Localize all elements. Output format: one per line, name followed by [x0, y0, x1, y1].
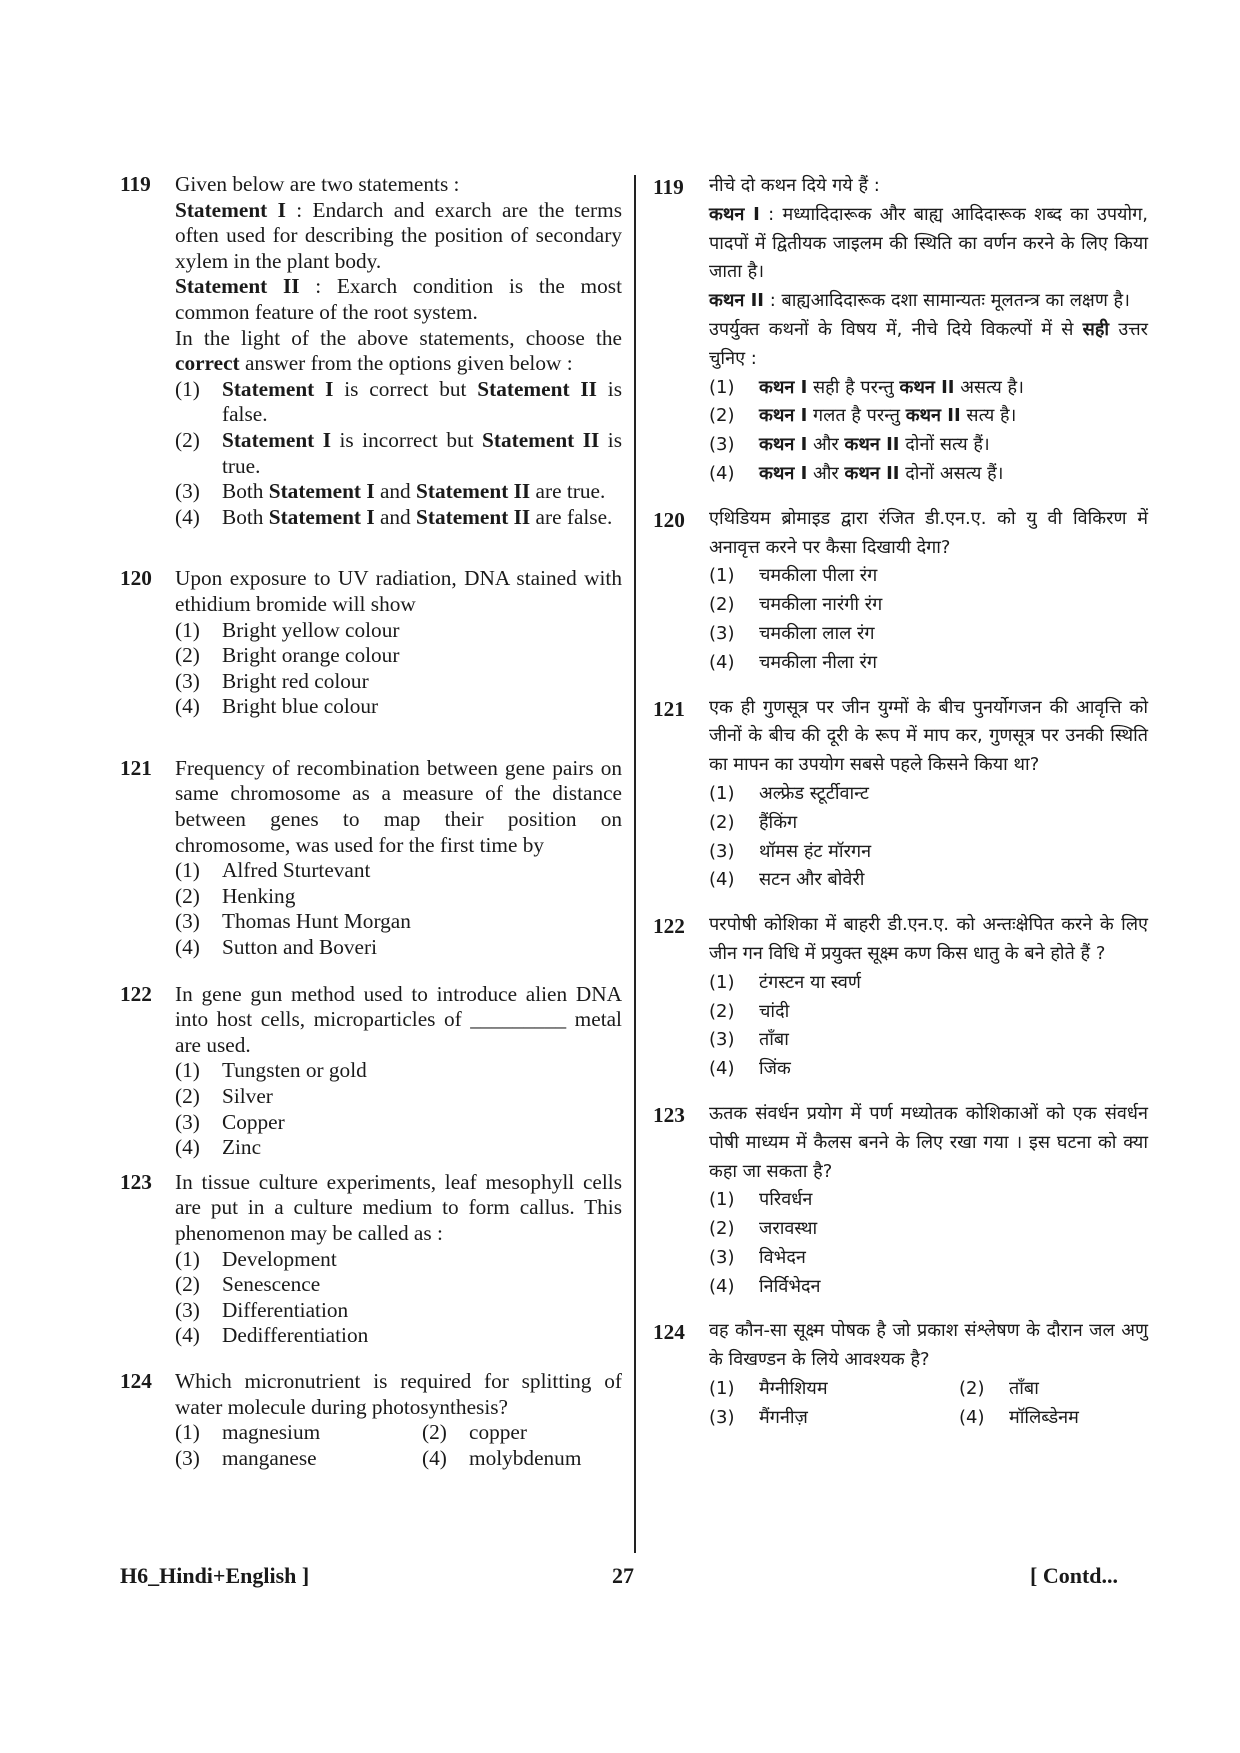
option-2[interactable]: (2) चमकीला नारंगी रंग	[709, 594, 883, 616]
question-123-hi	[653, 1100, 1148, 1302]
question-stem: ऊतक संवर्धन प्रयोग में पर्ण मध्योतक कोशिकाओं को एक संवर्धन पोषी माध्यम में कैलस बनने के लिए रखा गया । इस घटना को क्या कहा जा सकता है?	[709, 1102, 1148, 1182]
question-stem: नीचे दो कथन दिये गये हैं :	[709, 175, 880, 196]
option-4[interactable]: (4) जिंक	[709, 1058, 791, 1080]
option-1[interactable]: (1) मैग्नीशियम	[709, 1378, 828, 1400]
option-3[interactable]: (3) manganese	[175, 1445, 317, 1470]
option-2[interactable]: (2) copper	[422, 1420, 527, 1445]
instruction: उपर्युक्त कथनों के विषय में, नीचे दिये विकल्पों में से सही उत्तर चुनिए :	[709, 318, 1148, 369]
option-3[interactable]: (3) Both Statement I and Statement II are true.	[175, 479, 606, 504]
question-number: 119	[120, 172, 151, 196]
option-2[interactable]: (2) Bright orange colour	[175, 643, 400, 668]
option-3[interactable]: (3) विभेदन	[709, 1246, 806, 1268]
option-2[interactable]: (2) ताँबा	[959, 1378, 1039, 1400]
statement-1: कथन I : मध्यादिदारूक और बाह्य आदिदारूक शब्द का उपयोग, पादपों में द्वितीयक जाइलम की स्थिति का वर्णन करने के लिए किया जाता है।	[709, 203, 1149, 283]
option-3[interactable]: (3) मैंगनीज़	[709, 1406, 808, 1428]
option-3[interactable]: (3) Differentiation	[175, 1297, 349, 1322]
option-4[interactable]: (4) Sutton and Boveri	[175, 935, 377, 960]
statement-2: Statement II : Exarch condition is the most common feature of the root system.	[175, 274, 622, 324]
option-3[interactable]: (3) थॉमस हंट मॉरगन	[709, 840, 872, 862]
question-number: 121	[120, 755, 152, 780]
option-3[interactable]: (3) कथन I और कथन II दोनों सत्य हैं।	[709, 434, 990, 456]
instruction: In the light of the above statements, choose the correct answer from the options given below :	[175, 325, 622, 376]
option-2[interactable]: (2) Senescence	[175, 1272, 321, 1297]
question-number: 123	[120, 1169, 152, 1194]
question-stem: Given below are two statements :	[175, 172, 460, 196]
question-123-en	[120, 1170, 622, 1349]
option-4[interactable]: (4) चमकीला नीला रंग	[709, 651, 878, 673]
question-stem: Which micronutrient is required for splitting of water molecule during photosynthesis?	[175, 1368, 622, 1419]
question-stem: Frequency of recombination between gene pairs on same chromosome as a measure of the distance between genes to map their position on chromosome, was used for the first time by	[175, 755, 622, 857]
option-1[interactable]: (1) परिवर्धन	[709, 1189, 813, 1211]
question-number: 120	[120, 566, 152, 591]
question-stem: परपोषी कोशिका में बाहरी डी.एन.ए. को अन्तःक्षेपित करने के लिए जीन गन विधि में प्रयुक्त सूक्ष्म कण किस धातु के बने होते हैं ?	[709, 914, 1148, 964]
option-2[interactable]: (2) जरावस्था	[709, 1218, 818, 1240]
option-4[interactable]: (4) Zinc	[175, 1135, 262, 1160]
statement-1: Statement I : Endarch and exarch are the terms often used for describing the position of secondary xylem in the plant body.	[175, 197, 622, 273]
question-number: 122	[120, 981, 152, 1006]
option-4[interactable]: (4) सटन और बोवेरी	[709, 869, 865, 891]
footer-contd: [ Contd...	[1030, 1563, 1119, 1588]
question-stem: In gene gun method used to introduce alien DNA into host cells, microparticles of _________ metal are used.	[175, 981, 622, 1057]
page-number: 27	[612, 1563, 634, 1588]
question-124-hi	[653, 1317, 1148, 1432]
option-4[interactable]: (4) molybdenum	[422, 1445, 582, 1470]
question-number: 122	[653, 914, 685, 939]
option-4[interactable]: (4) मॉलिब्डेनम	[959, 1406, 1079, 1428]
option-2[interactable]: (2) Statement I is incorrect but Statement II is true.	[175, 427, 623, 478]
option-4[interactable]: (4) कथन I और कथन II दोनों असत्य हैं।	[709, 462, 1004, 484]
question-124-en	[120, 1369, 622, 1471]
question-119-en	[120, 172, 622, 530]
option-3[interactable]: (3) Copper	[175, 1109, 285, 1134]
question-120-en	[120, 566, 622, 720]
option-1[interactable]: (1) Tungsten or gold	[175, 1058, 367, 1083]
answer-blank: _________	[470, 1007, 567, 1032]
option-4[interactable]: (4) Dedifferentiation	[175, 1323, 369, 1348]
question-number: 120	[653, 507, 685, 532]
question-121-hi	[653, 694, 1148, 896]
option-1[interactable]: (1) magnesium	[175, 1420, 321, 1445]
question-number: 124	[653, 1320, 685, 1345]
option-3[interactable]: (3) Thomas Hunt Morgan	[175, 909, 411, 934]
option-3[interactable]: (3) चमकीला लाल रंग	[709, 622, 875, 644]
option-1[interactable]: (1) चमकीला पीला रंग	[709, 565, 878, 587]
option-1[interactable]: (1) Alfred Sturtevant	[175, 858, 371, 883]
question-number: 119	[653, 175, 684, 199]
option-1[interactable]: (1) Statement I is correct but Statement II is false.	[175, 376, 623, 427]
question-number: 121	[653, 696, 685, 721]
question-120-hi	[653, 505, 1148, 678]
question-stem: In tissue culture experiments, leaf mesophyll cells are put in a culture medium to form callus. This phenomenon may be called as :	[175, 1169, 622, 1245]
question-stem: एथिडियम ब्रोमाइड द्वारा रंजित डी.एन.ए. को यु वी विकिरण में अनावृत्त करने पर कैसा दिखायी देगा?	[709, 507, 1148, 558]
question-number: 124	[120, 1368, 152, 1393]
question-122-en	[120, 982, 622, 1161]
option-2[interactable]: (2) कथन I गलत है परन्तु कथन II सत्य है।	[709, 405, 1017, 427]
option-4[interactable]: (4) Both Statement I and Statement II are false.	[175, 504, 613, 529]
question-stem: वह कौन-सा सूक्ष्म पोषक है जो प्रकाश संश्लेषण के दौरान जल अणु के विखण्डन के लिये आवश्यक है?	[709, 1320, 1148, 1371]
option-2[interactable]: (2) Henking	[175, 883, 296, 908]
statement-2: कथन II : बाह्यआदिदारूक दशा सामान्यतः मूलतन्त्र का लक्षण है।	[709, 290, 1130, 312]
option-1[interactable]: (1) Development	[175, 1246, 337, 1271]
option-1[interactable]: (1) कथन I सही है परन्तु कथन II असत्य है।	[709, 376, 1024, 398]
footer-code: H6_Hindi+English ]	[120, 1563, 310, 1588]
option-4[interactable]: (4) निर्विभेदन	[709, 1275, 821, 1297]
option-3[interactable]: (3) ताँबा	[709, 1029, 789, 1051]
question-number: 123	[653, 1102, 685, 1127]
question-121-en	[120, 756, 622, 961]
option-2[interactable]: (2) हैंकिंग	[709, 811, 798, 833]
option-2[interactable]: (2) चांदी	[709, 1000, 790, 1022]
option-4[interactable]: (4) Bright blue colour	[175, 694, 379, 719]
option-1[interactable]: (1) अल्फ्रेड स्टूर्टीवान्ट	[709, 782, 869, 804]
option-3[interactable]: (3) Bright red colour	[175, 668, 369, 693]
option-2[interactable]: (2) Silver	[175, 1084, 273, 1108]
column-divider	[634, 175, 636, 1553]
question-stem: Upon exposure to UV radiation, DNA stained with ethidium bromide will show	[175, 566, 622, 616]
option-1[interactable]: (1) Bright yellow colour	[175, 617, 400, 642]
option-1[interactable]: (1) टंगस्टन या स्वर्ण	[709, 971, 861, 993]
hindi-column	[653, 172, 1148, 1433]
question-122-hi	[653, 911, 1148, 1084]
question-stem: एक ही गुणसूत्र पर जीन युग्मों के बीच पुनर्योगजन की आवृत्ति को जीनों के बीच की दूरी के रूप में माप कर, गुणसूत्र पर उनकी स्थिति का मापन का उपयोग सबसे पहले किसने किया था?	[709, 696, 1148, 776]
question-119-hi	[653, 172, 1148, 489]
english-column	[120, 172, 622, 1471]
